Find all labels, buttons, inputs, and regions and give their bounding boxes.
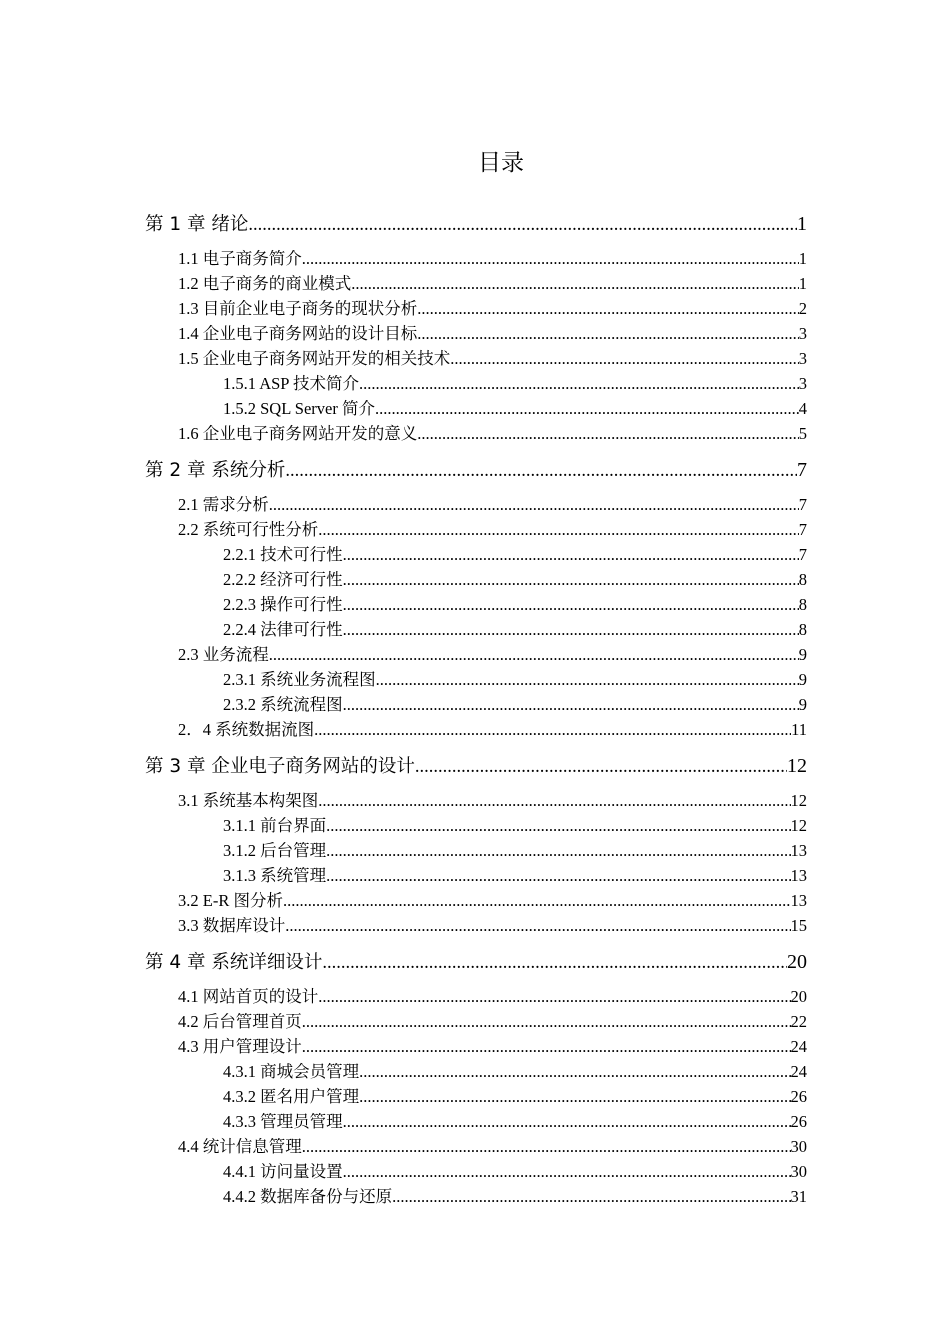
toc-entry-page-number: 7 bbox=[797, 459, 807, 481]
toc-entry-section[interactable] bbox=[145, 888, 807, 913]
toc-entry-label: 4.4.1 访问量设置 bbox=[223, 1162, 343, 1181]
toc-entry-section[interactable] bbox=[145, 492, 807, 517]
dot-leader bbox=[269, 642, 799, 667]
toc-entry-label: 1.2 电子商务的商业模式 bbox=[178, 274, 352, 293]
toc-entry-page-number: 7 bbox=[798, 520, 807, 539]
toc-entry-label: 4.2 后台管理首页 bbox=[178, 1012, 302, 1031]
toc-entry-label: 2.2 系统可行性分析 bbox=[178, 520, 319, 539]
dot-leader bbox=[343, 692, 799, 717]
dot-leader bbox=[326, 813, 790, 838]
toc-entry-label: 4.1 网站首页的设计 bbox=[178, 987, 319, 1006]
toc-entry-label: 1.6 企业电子商务网站开发的意义 bbox=[178, 424, 418, 443]
toc-entry-section[interactable] bbox=[145, 717, 807, 742]
dot-leader bbox=[450, 346, 799, 371]
dot-leader bbox=[392, 1184, 790, 1209]
dot-leader bbox=[318, 984, 790, 1009]
toc-entry-label: 2.3 业务流程 bbox=[178, 645, 269, 664]
toc-entry-section[interactable] bbox=[145, 1134, 807, 1159]
dot-leader bbox=[302, 246, 799, 271]
toc-entry-chapter[interactable] bbox=[145, 206, 807, 243]
toc-entry-section[interactable] bbox=[145, 321, 807, 346]
toc-entry-section[interactable] bbox=[145, 421, 807, 446]
toc-entry-chapter[interactable] bbox=[145, 452, 807, 489]
toc-entry-page-number: 8 bbox=[798, 570, 807, 589]
toc-entry-page-number: 9 bbox=[798, 695, 807, 714]
dot-leader bbox=[269, 492, 799, 517]
toc-entry-page-number: 9 bbox=[798, 670, 807, 689]
toc-entry-section[interactable] bbox=[145, 984, 807, 1009]
toc-entry-sub[interactable] bbox=[145, 542, 807, 567]
toc-entry-sub[interactable] bbox=[145, 396, 807, 421]
toc-entry-page-number: 31 bbox=[790, 1187, 807, 1206]
toc-entry-page-number: 3 bbox=[798, 349, 807, 368]
toc-entry-page-number: 30 bbox=[790, 1137, 807, 1156]
toc-entry-section[interactable] bbox=[145, 296, 807, 321]
dot-leader bbox=[359, 1059, 790, 1084]
toc-entry-page-number: 1 bbox=[798, 274, 807, 293]
toc-entry-page-number: 4 bbox=[798, 399, 807, 418]
toc-entry-sub[interactable] bbox=[145, 371, 807, 396]
toc-entry-label: 2.3.1 系统业务流程图 bbox=[223, 670, 376, 689]
toc-entry-sub[interactable] bbox=[145, 1084, 807, 1109]
toc-entry-label: 4.4 统计信息管理 bbox=[178, 1137, 302, 1156]
dot-leader bbox=[343, 617, 799, 642]
toc-entry-page-number: 24 bbox=[790, 1062, 807, 1081]
toc-entry-page-number: 7 bbox=[798, 495, 807, 514]
toc-entry-label: 4.3.2 匿名用户管理 bbox=[223, 1087, 360, 1106]
toc-entry-page-number: 12 bbox=[790, 816, 807, 835]
toc-entry-label: 4.3 用户管理设计 bbox=[178, 1037, 302, 1056]
toc-entry-section[interactable] bbox=[145, 642, 807, 667]
toc-entry-page-number: 13 bbox=[790, 841, 807, 860]
dot-leader bbox=[375, 396, 799, 421]
dot-leader bbox=[248, 206, 797, 244]
dot-leader bbox=[314, 717, 791, 742]
toc-entry-label: 2.2.2 经济可行性 bbox=[223, 570, 343, 589]
toc-entry-section[interactable] bbox=[145, 517, 807, 542]
dot-leader bbox=[376, 667, 799, 692]
dot-leader bbox=[285, 452, 797, 490]
toc-entry-label: 2.2.1 技术可行性 bbox=[223, 545, 343, 564]
toc-entry-page-number: 26 bbox=[790, 1112, 807, 1131]
toc-entry-page-number: 22 bbox=[790, 1012, 807, 1031]
toc-entry-chapter[interactable] bbox=[145, 748, 807, 785]
toc-entry-chapter[interactable] bbox=[145, 944, 807, 981]
dot-leader bbox=[302, 1134, 791, 1159]
dot-leader bbox=[343, 592, 799, 617]
toc-entry-page-number: 12 bbox=[787, 755, 807, 777]
toc-entry-label: 4.4.2 数据库备份与还原 bbox=[223, 1187, 393, 1206]
toc-entry-page-number: 3 bbox=[798, 324, 807, 343]
toc-entry-page-number: 1 bbox=[798, 249, 807, 268]
dot-leader bbox=[343, 1159, 791, 1184]
toc-entry-section[interactable] bbox=[145, 346, 807, 371]
dot-leader bbox=[302, 1034, 791, 1059]
toc-entry-label: 1.3 目前企业电子商务的现状分析 bbox=[178, 299, 418, 318]
toc-entry-page-number: 20 bbox=[790, 987, 807, 1006]
toc-entry-label: 2.2.3 操作可行性 bbox=[223, 595, 343, 614]
toc-entry-label: 1.4 企业电子商务网站的设计目标 bbox=[178, 324, 418, 343]
dot-leader bbox=[302, 1009, 791, 1034]
toc-entry-sub[interactable] bbox=[145, 617, 807, 642]
toc-entry-label: 1.1 电子商务简介 bbox=[178, 249, 302, 268]
toc-entry-page-number: 26 bbox=[790, 1087, 807, 1106]
toc-entry-label: 4.3.3 管理员管理 bbox=[223, 1112, 343, 1131]
table-of-contents bbox=[145, 206, 807, 1209]
toc-entry-section[interactable] bbox=[145, 1009, 807, 1034]
toc-entry-page-number: 30 bbox=[790, 1162, 807, 1181]
toc-entry-sub[interactable] bbox=[145, 813, 807, 838]
toc-entry-section[interactable] bbox=[145, 913, 807, 938]
toc-entry-page-number: 2 bbox=[798, 299, 807, 318]
toc-entry-label: 第 2 章 系统分析 bbox=[145, 460, 286, 481]
dot-leader bbox=[359, 1084, 790, 1109]
toc-entry-label: 3.1.3 系统管理 bbox=[223, 866, 327, 885]
toc-entry-sub[interactable] bbox=[145, 1159, 807, 1184]
toc-entry-label: 3.3 数据库设计 bbox=[178, 916, 286, 935]
toc-entry-label: 3.1 系统基本构架图 bbox=[178, 791, 319, 810]
toc-entry-sub[interactable] bbox=[145, 1059, 807, 1084]
dot-leader bbox=[417, 421, 799, 446]
toc-entry-page-number: 11 bbox=[791, 720, 807, 739]
dot-leader bbox=[285, 913, 790, 938]
toc-entry-label: 3.1.2 后台管理 bbox=[223, 841, 327, 860]
dot-leader bbox=[351, 271, 799, 296]
dot-leader bbox=[343, 567, 799, 592]
toc-entry-label: 第 4 章 系统详细设计 bbox=[145, 952, 323, 973]
toc-entry-sub[interactable] bbox=[145, 838, 807, 863]
toc-entry-page-number: 5 bbox=[798, 424, 807, 443]
toc-entry-page-number: 9 bbox=[798, 645, 807, 664]
dot-leader bbox=[343, 1109, 791, 1134]
toc-entry-label: 2.2.4 法律可行性 bbox=[223, 620, 343, 639]
page-title: 目录 bbox=[478, 150, 524, 176]
dot-leader bbox=[318, 517, 799, 542]
toc-entry-page-number: 24 bbox=[790, 1037, 807, 1056]
toc-entry-label: 1.5.2 SQL Server 简介 bbox=[223, 399, 375, 418]
toc-entry-page-number: 1 bbox=[797, 213, 807, 235]
dot-leader bbox=[326, 838, 790, 863]
dot-leader bbox=[318, 788, 790, 813]
toc-entry-label: 2.3.2 系统流程图 bbox=[223, 695, 343, 714]
toc-entry-label: 3.2 E-R 图分析 bbox=[178, 891, 283, 910]
toc-entry-page-number: 13 bbox=[790, 866, 807, 885]
toc-entry-sub[interactable] bbox=[145, 1184, 807, 1209]
toc-entry-page-number: 12 bbox=[790, 791, 807, 810]
dot-leader bbox=[283, 888, 791, 913]
toc-entry-sub[interactable] bbox=[145, 592, 807, 617]
toc-entry-sub[interactable] bbox=[145, 567, 807, 592]
dot-leader bbox=[343, 542, 799, 567]
toc-entry-label: 1.5 企业电子商务网站开发的相关技术 bbox=[178, 349, 451, 368]
dot-leader bbox=[359, 371, 799, 396]
toc-entry-section[interactable] bbox=[145, 271, 807, 296]
toc-entry-label: 2.1 需求分析 bbox=[178, 495, 269, 514]
toc-entry-page-number: 8 bbox=[798, 620, 807, 639]
toc-entry-sub[interactable] bbox=[145, 667, 807, 692]
dot-leader bbox=[417, 296, 799, 321]
toc-entry-sub[interactable] bbox=[145, 1109, 807, 1134]
dot-leader bbox=[326, 863, 790, 888]
toc-entry-sub[interactable] bbox=[145, 692, 807, 717]
toc-entry-label: 第 3 章 企业电子商务网站的设计 bbox=[145, 756, 415, 777]
toc-entry-label: 第 1 章 绪论 bbox=[145, 214, 249, 235]
toc-entry-label: 4.3.1 商城会员管理 bbox=[223, 1062, 360, 1081]
toc-entry-page-number: 7 bbox=[798, 545, 807, 564]
toc-entry-page-number: 20 bbox=[787, 951, 807, 973]
toc-entry-page-number: 13 bbox=[790, 891, 807, 910]
dot-leader bbox=[322, 944, 787, 982]
toc-entry-page-number: 15 bbox=[790, 916, 807, 935]
toc-entry-section[interactable] bbox=[145, 788, 807, 813]
toc-entry-section[interactable] bbox=[145, 246, 807, 271]
toc-entry-section[interactable] bbox=[145, 1034, 807, 1059]
dot-leader bbox=[417, 321, 799, 346]
toc-entry-page-number: 3 bbox=[798, 374, 807, 393]
toc-entry-label: 3.1.1 前台界面 bbox=[223, 816, 327, 835]
dot-leader bbox=[415, 748, 787, 786]
toc-entry-sub[interactable] bbox=[145, 863, 807, 888]
toc-entry-label: 2．4 系统数据流图 bbox=[178, 720, 315, 739]
toc-entry-label: 1.5.1 ASP 技术简介 bbox=[223, 374, 359, 393]
toc-entry-page-number: 8 bbox=[798, 595, 807, 614]
